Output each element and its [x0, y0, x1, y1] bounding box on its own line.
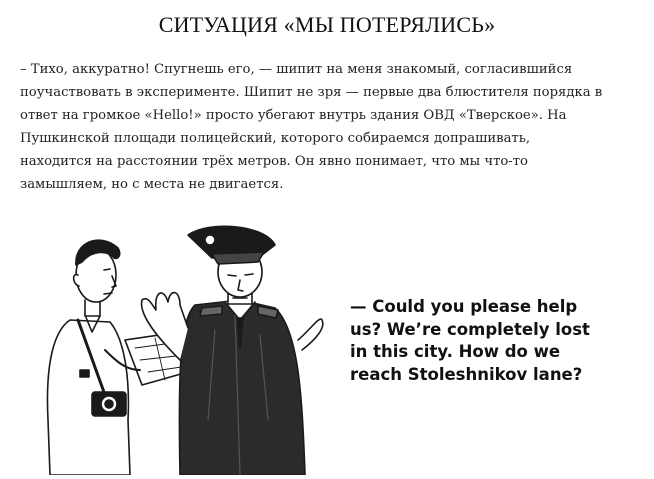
article-body — [20, 58, 650, 196]
caption-line: us? We’re completely lost — [350, 319, 590, 339]
body-line: находится на расстоянии трёх метров. Он явно понимает, что мы что-то — [20, 154, 528, 169]
body-line: – Тихо, аккуратно! Спугнешь его, — шипит на меня знакомый, согласившийся — [20, 62, 573, 77]
tourist-and-policeman-illustration — [30, 220, 330, 475]
body-line: ответ на громкое «Hello!» просто убегают внутрь здания ОВД «Тверское». На — [20, 108, 567, 123]
article-title: СИТУАЦИЯ «МЫ ПОТЕРЯЛИСЬ» — [158, 12, 496, 37]
tourist-figure — [47, 240, 195, 475]
body-line: замышляем, но с места не двигается. — [20, 177, 284, 192]
caption-line: — Could you please help — [350, 297, 578, 316]
caption-line: reach Stoleshnikov lane? — [350, 364, 583, 384]
body-line: поучаствовать в эксперименте. Шипит не зря — первые два блюстителя порядка в — [20, 85, 603, 100]
speech-caption — [350, 296, 640, 386]
caption-line: in this city. How do we — [350, 342, 561, 361]
body-line: Пушкинской площади полицейский, которого собираемся допрашивать, — [20, 131, 531, 146]
